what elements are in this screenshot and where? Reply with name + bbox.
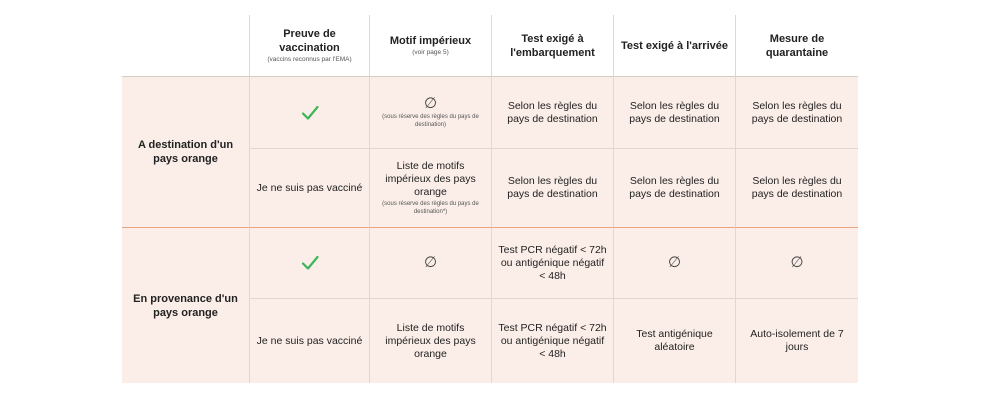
row4-test-arrivee <box>614 299 736 383</box>
cell-text: Selon les règles du pays de destination <box>751 175 843 200</box>
row1-vaccination <box>250 77 370 149</box>
header-motif-title: Motif impérieux <box>389 35 472 47</box>
row1-test-arrivee <box>614 77 736 149</box>
cell-text: Je ne suis pas vacciné <box>256 334 363 347</box>
header-corner <box>122 15 250 77</box>
row4-test-embarquement <box>492 299 614 383</box>
row2-quarantaine <box>736 149 858 228</box>
row3-test-embarquement <box>492 228 614 299</box>
header-quarantaine-title: Mesure de quarantaine <box>765 32 829 59</box>
row2-test-arrivee <box>614 149 736 228</box>
header-test-embarquement-title: Test exigé à l'embarquement <box>510 32 595 59</box>
cell-text: Je ne suis pas vacciné <box>256 181 363 194</box>
row3-vaccination <box>250 228 370 299</box>
row4-vaccination <box>250 299 370 383</box>
group-label-text: A destination d'un pays orange <box>137 139 234 165</box>
header-test-embarquement <box>492 15 614 77</box>
cell-text: Selon les règles du pays de destination <box>629 99 720 125</box>
row2-motif-note: (sous réserve des règles du pays de destination*) <box>382 201 479 215</box>
cell-text: Test PCR négatif < 72h ou antigénique négatif < 48h <box>498 321 607 360</box>
header-test-arrivee-title: Test exigé à l'arrivée <box>621 39 728 52</box>
check-icon <box>300 253 320 273</box>
cell-text: Selon les règles du pays de destination <box>507 99 598 125</box>
header-vaccination-title: Preuve de vaccination <box>279 28 340 54</box>
group-label-provenance <box>122 228 250 383</box>
header-vaccination <box>250 15 370 77</box>
check-icon <box>300 103 320 123</box>
cell-text: Liste de motifs impérieux des pays orange <box>385 160 476 198</box>
row4-quarantaine <box>736 299 858 383</box>
header-motif <box>370 15 492 77</box>
row1-test-embarquement <box>492 77 614 149</box>
header-quarantaine <box>736 15 858 77</box>
header-vaccination-note: (vaccins reconnus par l'EMA) <box>267 56 352 63</box>
header-motif-note: (voir page 5) <box>412 49 449 56</box>
cell-text: Selon les règles du pays de destination <box>629 175 720 200</box>
group-label-destination <box>122 77 250 228</box>
row4-motif <box>370 299 492 383</box>
requirements-table <box>122 15 858 383</box>
cell-text: Selon les règles du pays de destination <box>751 99 843 125</box>
empty-set-icon: ∅ <box>423 254 438 271</box>
row2-test-embarquement <box>492 149 614 228</box>
row3-motif <box>370 228 492 299</box>
row1-motif-note: (sous réserve des règles du pays de destination) <box>382 114 479 128</box>
row3-quarantaine <box>736 228 858 299</box>
empty-set-icon: ∅ <box>667 254 682 271</box>
cell-text: Liste de motifs impérieux des pays orange <box>385 321 476 360</box>
row2-motif <box>370 149 492 228</box>
row1-quarantaine <box>736 77 858 149</box>
row2-vaccination <box>250 149 370 228</box>
empty-set-icon: ∅ <box>423 95 438 112</box>
cell-text: Test antigénique aléatoire <box>636 328 713 353</box>
row3-test-arrivee <box>614 228 736 299</box>
empty-set-icon: ∅ <box>790 254 804 271</box>
cell-text: Selon les règles du pays de destination <box>507 175 598 200</box>
header-test-arrivee <box>614 15 736 77</box>
cell-text: Test PCR négatif < 72h ou antigénique négatif < 48h <box>498 243 607 282</box>
cell-text: Auto-isolement de 7 jours <box>750 328 844 353</box>
group-label-text: En provenance d'un pays orange <box>133 292 238 319</box>
row1-motif <box>370 77 492 149</box>
